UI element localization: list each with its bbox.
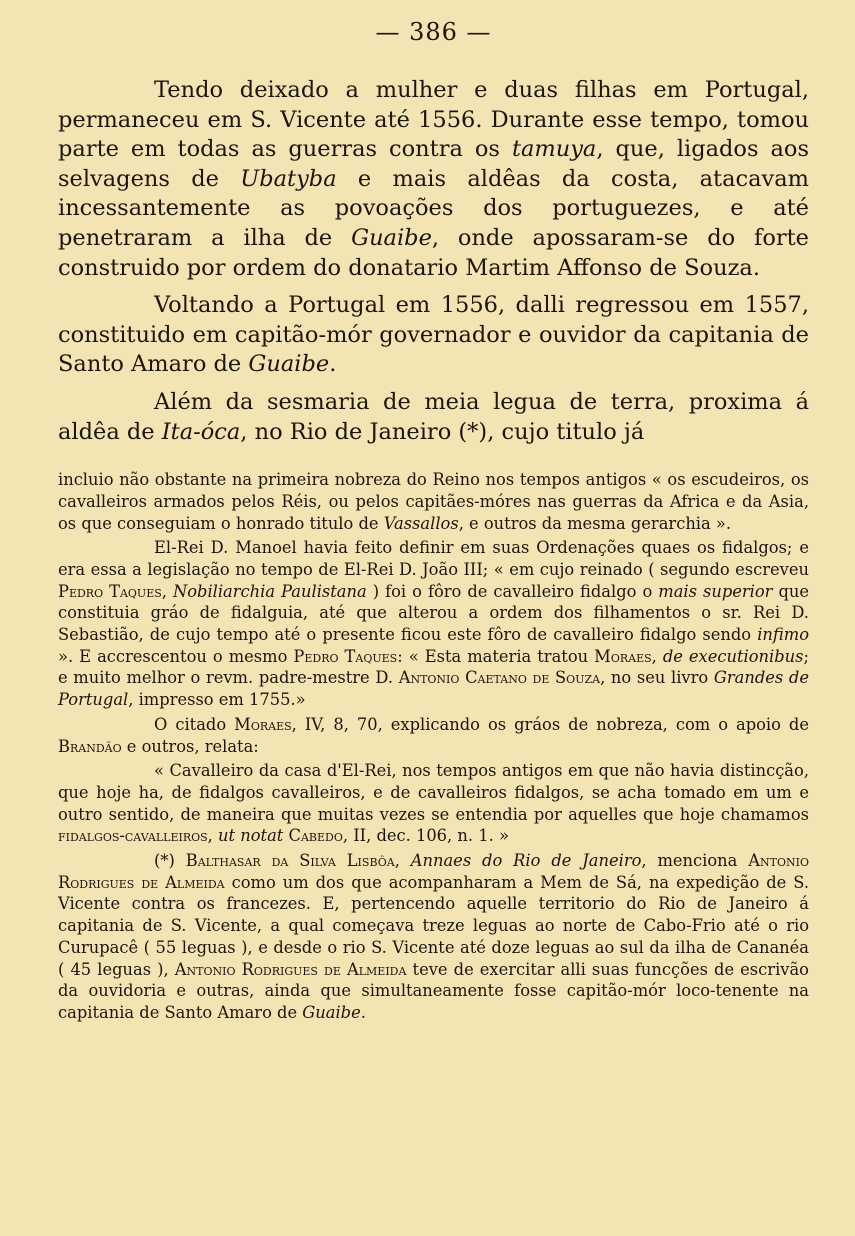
text-run: que constituia gráo de fidalguia, até que alterou a ordem dos filhamentos o sr. Rei D. Sebastião, de cujo tempo até o presente ficou este fôro de cavalleiro fidalgo sendo	[58, 581, 810, 645]
italic-term: Guaibe	[248, 351, 330, 378]
text-run: ) foi o fôro de cavalleiro fidalgo o	[366, 581, 659, 601]
text-run: ,	[651, 646, 663, 666]
text-run: e outros, relata:	[121, 736, 259, 756]
author-name: Balthasar da Silva Lisbôa	[185, 851, 395, 871]
text-run: , que, ligados aos selvagens de	[58, 136, 810, 192]
text-run: El-Rei D. Manoel havia feito definir em suas Ordenações quaes os fidalgos; e era essa a legislação no tempo de El-Rei D. João III; « em cujo reinado ( segundo escreveu	[58, 538, 809, 579]
author-name: Pedro Taques	[58, 581, 162, 601]
text-run: incluio não obstante na primeira nobreza do Reino nos tempos antigos « os escudeiros, os cavalleiros armados pelos Réis, ou pelos capitães-móres nas guerras da Africa e da Asia, os que conseguiam o honrado titulo de	[58, 470, 809, 533]
text-run: ; e muito melhor o revm. padre-mestre D.	[58, 646, 809, 688]
text-run: ,	[161, 581, 173, 601]
author-name: Moraes	[234, 714, 292, 734]
small-caps-term: fidalgos-cavalleiros	[58, 826, 208, 846]
author-name: Antonio Rodrigues de Almeida	[58, 851, 809, 892]
text-run: , II, dec. 106, n. 1. »	[342, 826, 509, 846]
italic-term: ut notat	[218, 826, 284, 846]
page-number: — 386 —	[375, 18, 492, 46]
footnotes	[58, 469, 809, 1024]
text-run: Tendo deixado a mulher e duas filhas em Portugal, permaneceu em S. Vicente até 1556. Durante esse tempo, tomou parte em todas as guerras contra os	[58, 77, 809, 163]
author-name: Antonio Rodrigues de Almeida	[174, 959, 407, 979]
author-name: Antonio Caetano de Souza	[398, 668, 601, 688]
italic-term: Ita-óca	[161, 418, 241, 445]
italic-term: Ubatyba	[240, 165, 337, 192]
text-run: , no seu livro	[600, 668, 714, 688]
footnote-paragraph	[58, 714, 809, 757]
text-run: « Cavalleiro da casa d'El-Rei, nos tempos antigos em que não havia distincção, que hoje ha, de fidalgos cavalleiros, e de cavalleiros fidalgos, se acha tomado em um e outro sentido, de maneira que muitas vezes se entendia por aquelles que hoje chamamos	[58, 761, 809, 824]
italic-term: Guaibe	[351, 224, 432, 251]
italic-term: tamuya	[511, 136, 597, 163]
author-name: Pedro Taques	[293, 646, 398, 666]
text-run: ,	[394, 851, 411, 871]
author-name: Brandão	[58, 736, 122, 756]
text-run: ,	[207, 826, 219, 846]
italic-term: Vassallos	[383, 513, 459, 533]
author-name: Moraes	[594, 646, 652, 666]
text-run: : « Esta materia tratou	[397, 646, 595, 666]
footnote-paragraph	[58, 537, 809, 711]
text-run: , IV, 8, 70, explicando os gráos de nobreza, com o apoio de	[291, 714, 809, 734]
book-title: de executionibus	[662, 646, 804, 666]
italic-term: Guaibe	[302, 1003, 361, 1022]
text-run: .	[360, 1003, 366, 1022]
text-run: , e outros da mesma gerarchia ».	[458, 513, 732, 533]
footnote-paragraph	[58, 469, 809, 534]
text-run: Além da sesmaria de meia legua de terra, proxima á aldêa de	[58, 388, 809, 445]
book-title: Nobiliarchia Paulistana	[172, 581, 367, 601]
text-run: teve de exercitar alli suas funcções de escrivão da ouvidoria e outras, ainda que simultaneamente fosse capitão-mór loco-tenente na capitania de Santo Amaro de	[58, 959, 809, 1022]
text-run: , impresso em 1755.»	[128, 690, 306, 710]
book-title: Grandes de Portugal	[58, 668, 809, 710]
paragraph	[58, 76, 809, 283]
text-run: .	[329, 351, 337, 378]
book-title: Annaes do Rio de Janeiro	[410, 851, 642, 871]
text-run: (*)	[154, 851, 186, 871]
footnote-paragraph	[58, 850, 809, 1024]
text-run: ». E accrescentou o mesmo	[58, 646, 294, 666]
text-run: O citado	[154, 714, 235, 734]
text-run: , menciona	[641, 851, 749, 871]
text-run: , no Rio de Janeiro (*), cujo titulo já	[240, 418, 645, 445]
text-run: como um dos que acompanharam a Mem de Sá, na expedição de S. Vicente contra os francezes. E, pertencendo aquelle territorio do Rio de Janeiro á capitania de S. Vicente, a qual começava treze leguas ao norte de Cabo-Frio até o rio Curupacê ( 55 leguas ), e desde o rio S. Vicente até doze leguas ao sul da ilha de Cananéa ( 45 leguas ),	[58, 872, 810, 979]
main-text	[58, 76, 809, 447]
text-run: Voltando a Portugal em 1556, dalli regressou em 1557, constituido em capitão-mór governador e ouvidor da capitania de Santo Amaro de	[58, 292, 809, 378]
author-name: Cabedo	[288, 826, 343, 846]
paragraph	[58, 388, 809, 447]
footnote-paragraph	[58, 760, 809, 847]
italic-term: infimo	[757, 625, 809, 645]
paragraph	[58, 291, 809, 380]
text-run: , onde apossaram-se do forte construido por ordem do donatario Martim Affonso de Souza.	[58, 224, 809, 281]
text-run: e mais aldêas da costa, atacavam incessantemente as povoações dos portuguezes, e até penetraram a ilha de	[58, 165, 809, 251]
italic-term: mais superior	[658, 581, 773, 601]
